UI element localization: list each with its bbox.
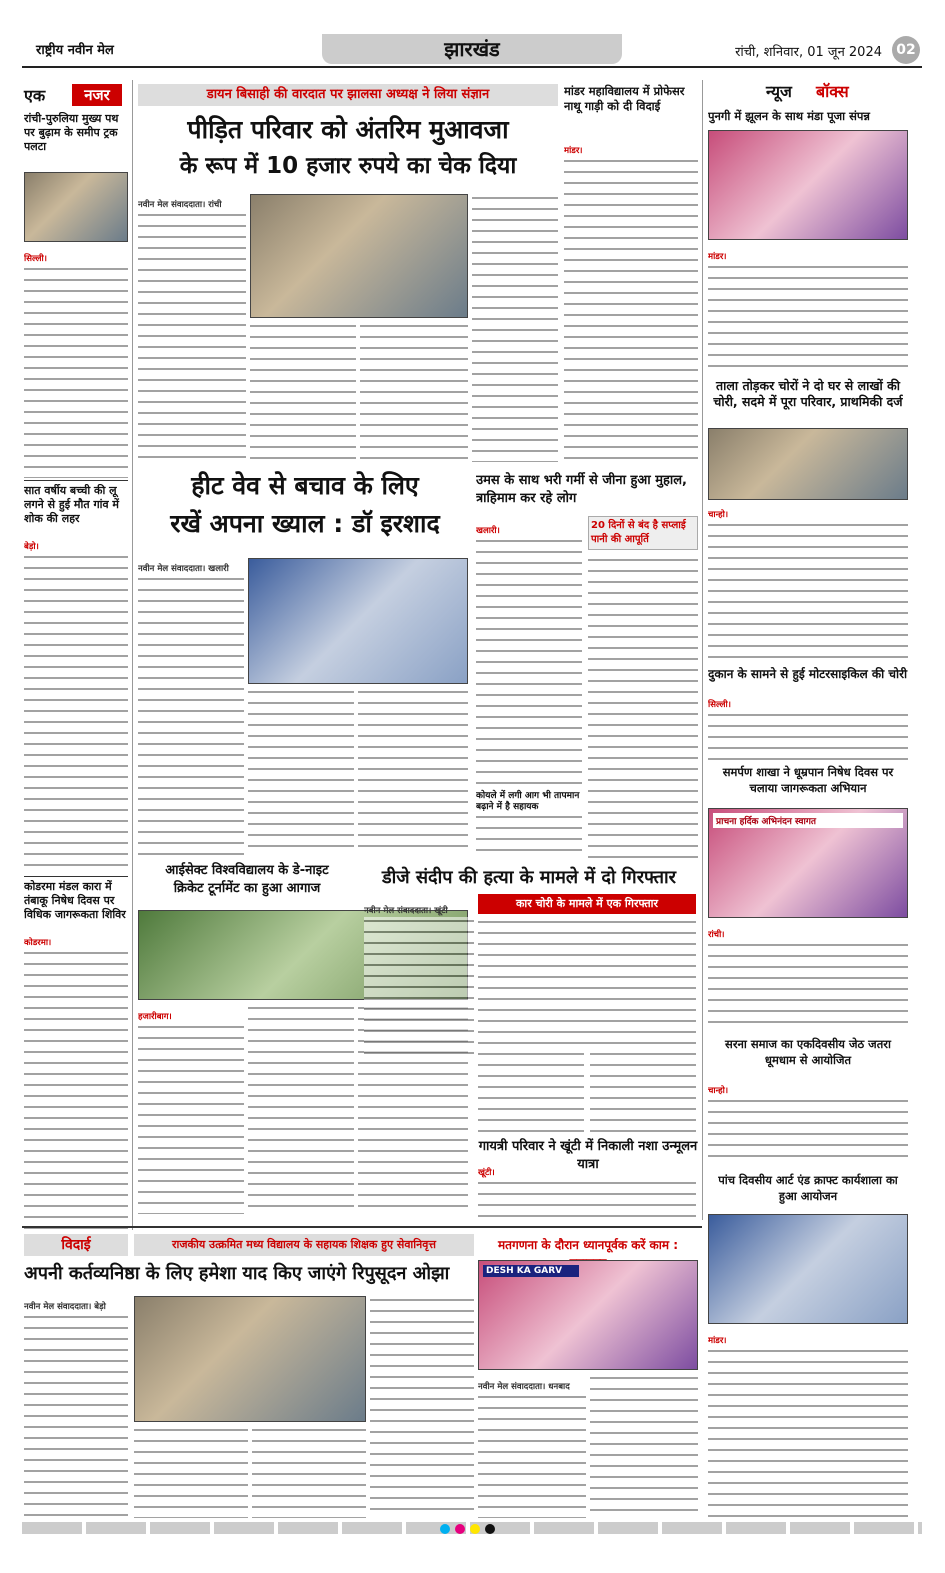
black-registration-mark [485,1524,495,1534]
mandar-text [564,157,698,462]
right-story6-headline-box [708,1172,908,1212]
farewell-body-col1 [24,1294,128,1518]
gayatri-dateline: खूंटी। [478,1168,495,1178]
cricket-headline-2: क्रिकेट टूर्नामेंट का हुआ आगाज [173,881,321,896]
truck-photo [24,172,128,242]
news-label: न्यूज [766,82,792,101]
left-story3-dateline: कोडरमा। [24,938,52,948]
cricket-text-2 [248,1004,354,1214]
dj-story-body-col2 [478,918,696,1048]
cricket-headline-box [138,862,356,904]
dj-story-body-col4 [590,1050,696,1134]
lead-body-col1 [138,192,246,462]
left-story2-headline: सात वर्षीय बच्ची की लू लगने से हुई मौत गांव में शोक की लहर [24,484,120,525]
left-story3-body [24,930,128,1230]
heatwave-dateline: नवीन मेल संवाददाता। खलारी [138,564,229,574]
dj-story-body-col3 [478,1050,584,1134]
mandar-dateline: मांडर। [564,146,583,156]
heatwave-photo [248,558,468,684]
heat-story-body-col2 [588,556,698,858]
counting-dateline: नवीन मेल संवाददाता। धनबाद [478,1382,570,1392]
lead-body-col4 [472,194,558,462]
desh-ka-garv-banner: DESH KA GARV [483,1265,579,1277]
left-story1-dateline: सिल्ली। [24,254,47,264]
farewell-text-3 [252,1426,366,1518]
left-story2-text [24,553,128,870]
left-story1-headline-box [24,112,128,168]
lead-dateline: नवीन मेल संवाददाता। रांची [138,200,222,210]
news-box-label [706,80,906,104]
heatwave-text-2 [248,688,354,856]
heat-story-text-3 [588,556,698,858]
right-story1-headline-box [708,108,908,128]
farewell-text-1 [24,1313,128,1518]
theft-photo [708,428,908,500]
cyan-registration-mark [440,1524,450,1534]
right-story2-text [708,521,908,662]
counting-text-1 [478,1393,586,1518]
cricket-body-col2 [248,1004,354,1214]
heatwave-headline-1: हीट वेव से बचाव के लिए [191,471,419,500]
farewell-body-col3 [252,1426,366,1518]
right-story1-dateline: मांडर। [708,252,727,262]
left-story3-headline: कोडरमा मंडल कारा में तंबाकू निषेध दिवस पर विधिक जागरूकता शिविर [24,880,126,921]
heat-story-dateline: खलारी। [476,526,500,536]
section-title: झारखंड [322,34,622,64]
lead-headline-1: पीड़ित परिवार को अंतरिम मुआवजा [187,115,509,144]
right-story6-body [708,1328,908,1518]
left-story1-text [24,265,128,478]
left-story1-body [24,246,128,478]
right-story3-headline-box [708,666,908,690]
right-story1-headline: पुनगी में झूलन के साथ मंडा पूजा संपन्न [708,109,870,123]
heat-story-headline-box [476,472,696,514]
counting-body-col2 [590,1374,698,1518]
magenta-registration-mark [455,1524,465,1534]
counting-headline: मतगणना के दौरान ध्यानपूर्वक करें काम : [497,1238,679,1252]
samarpan-banner-text: प्राचना हर्दिक अभिनंदन स्वागत [713,813,903,828]
lead-body-col3 [360,322,468,462]
left-story2-body [24,534,128,870]
heatwave-headline-2: रखें अपना ख्याल : डॉ इरशाद [170,509,440,538]
farewell-text-4 [370,1296,474,1518]
gayatri-headline: गायत्री परिवार ने खूंटी में निकाली नशा उन्मूलन यात्रा [478,1139,698,1172]
farewell-text-2 [134,1426,248,1518]
counting-text-2 [590,1374,698,1518]
right-story4-text [708,941,908,1032]
lead-text-3 [360,322,468,462]
cricket-headline-1: आईसेक्ट विश्वविद्यालय के डे-नाइट [165,863,329,878]
mandar-body [564,138,698,462]
box-label: बॉक्स [816,82,849,101]
right-story1-body [708,244,908,372]
page-header [22,34,922,68]
heatwave-body-col2 [248,688,354,856]
right-story3-dateline: सिल्ली। [708,700,731,710]
left-story3-headline-box [24,880,128,924]
manda-puja-photo [708,130,908,240]
page-number: 02 [892,36,920,64]
heat-story-body-col1 [476,518,582,858]
lead-headline-2: के रूप में 10 हजार रुपये का चेक दिया [179,153,517,179]
right-story1-text [708,263,908,372]
car-theft-subhead: कार चोरी के मामले में एक गिरफ्तार [478,894,696,914]
counting-photo [478,1260,698,1370]
ek-label: एक [24,86,46,105]
farewell-kicker: राजकीय उत्क्रमित मध्य विद्यालय के सहायक शिक्षक हुए सेवानिवृत्त [134,1234,474,1256]
right-story4-headline: समर्पण शाखा ने धूम्रपान निषेध दिवस पर चलाया जागरूकता अभियान [722,765,894,795]
heatwave-text-1 [138,575,244,856]
gayatri-text [478,1179,696,1220]
heat-story-headline: उमस के साथ भरी गर्मी से जीना हुआ मुहाल, त्राहिमाम कर रहे लोग [476,473,687,506]
farewell-label: विदाई [24,1234,128,1256]
counting-body-col1 [478,1374,586,1518]
right-story2-dateline: चान्हो। [708,510,729,520]
section-divider [22,1226,702,1228]
dj-story-text-2 [478,918,696,1048]
heatwave-body-col3 [358,688,468,856]
right-story5-dateline: चान्हो। [708,1086,729,1096]
right-story2-body [708,502,908,662]
right-story3-text [708,711,908,760]
dj-story-text-1 [364,917,474,1058]
farewell-headline: अपनी कर्तव्यनिष्ठा के लिए हमेशा याद किए जाएंगे रिपुसूदन ओझा [24,1263,450,1284]
mandar-headline-box [564,84,698,134]
farewell-body-col4 [370,1296,474,1518]
yellow-registration-mark [470,1524,480,1534]
right-story6-headline: पांच दिवसीय आर्ट एंड क्राफ्ट कार्यशाला का हुआ आयोजन [718,1173,898,1203]
dj-story-headline: डीजे संदीप की हत्या के मामले में दो गिरफ्तार [381,867,677,888]
farewell-body-col2 [134,1426,248,1518]
column-rule [702,80,703,1220]
dateline: रांची, शनिवार, 01 जून 2024 [735,45,882,60]
right-story3-body [708,692,908,760]
divider [24,480,128,481]
dj-story-body-col1 [364,898,474,1058]
lead-body-col2 [250,322,356,462]
lead-text-4 [472,194,558,462]
right-story5-headline: सरना समाज का एकदिवसीय जेठ जतरा धूमधाम से आयोजित [725,1037,891,1067]
gayatri-body [478,1160,696,1220]
right-story6-dateline: मांडर। [708,1336,727,1346]
lead-kicker: डायन बिसाही की वारदात पर झालसा अध्यक्ष ने लिया संज्ञान [138,84,558,106]
right-story4-dateline: रांची। [708,930,725,940]
cricket-text-1 [138,1023,244,1214]
right-story5-text [708,1097,908,1166]
right-story3-headline: दुकान के सामने से हुई मोटरसाइकिल की चोरी [708,667,908,681]
art-craft-photo [708,1214,908,1324]
right-story2-headline: ताला तोड़कर चोरों ने दो घर से लाखों की चोरी, सदमे में पूरा परिवार, प्राथमिकी दर्ज [713,378,903,409]
samarpan-photo [708,808,908,918]
lead-photo [250,194,468,318]
water-supply-box [588,516,698,550]
ek-nazar-label [24,84,122,106]
heatwave-text-3 [358,688,468,856]
dj-story-dateline: नवीन मेल संवाददाता। खूंटी [364,906,448,916]
right-story4-body [708,922,908,1032]
column-rule [132,80,133,1230]
lead-text-1 [138,211,246,462]
left-story2-dateline: बेड़ो। [24,542,39,552]
lead-text-2 [250,322,356,462]
farewell-photo [134,1296,366,1422]
water-supply-headline: 20 दिनों से बंद है सप्लाई पानी की आपूर्ति [591,520,686,545]
farewell-dateline: नवीन मेल संवाददाता। बेड़ो [24,1302,106,1312]
dj-story-text-3 [478,1050,584,1134]
heatwave-body-col1 [138,556,244,856]
heat-story-text-2 [476,813,582,858]
left-story3-text [24,949,128,1230]
heat-story-subhead: कोयले में लगी आग भी तापमान बढ़ाने में है सहायक [476,791,580,812]
left-story2-headline-box [24,484,128,528]
dj-story-text-4 [590,1050,696,1134]
right-story5-body [708,1078,908,1166]
right-story6-text [708,1347,908,1518]
nazar-label: नजर [72,84,122,106]
right-story5-headline-box [708,1036,908,1076]
mandar-headline: मांडर महाविद्यालय में प्रोफेसर नाथू गाड़ी को दी विदाई [564,84,685,113]
cricket-body-col1 [138,1004,244,1214]
right-story2-headline-box [708,378,908,426]
heat-story-text-1 [476,537,582,787]
paper-name: राष्ट्रीय नवीन मेल [36,43,114,58]
left-story1-headline: रांची-पुरुलिया मुख्य पथ पर बुढ़ाम के समीप ट्रक पलटा [24,112,119,153]
cricket-dateline: हजारीबाग। [138,1012,172,1022]
right-story4-headline-box [708,764,908,804]
divider [24,876,128,877]
